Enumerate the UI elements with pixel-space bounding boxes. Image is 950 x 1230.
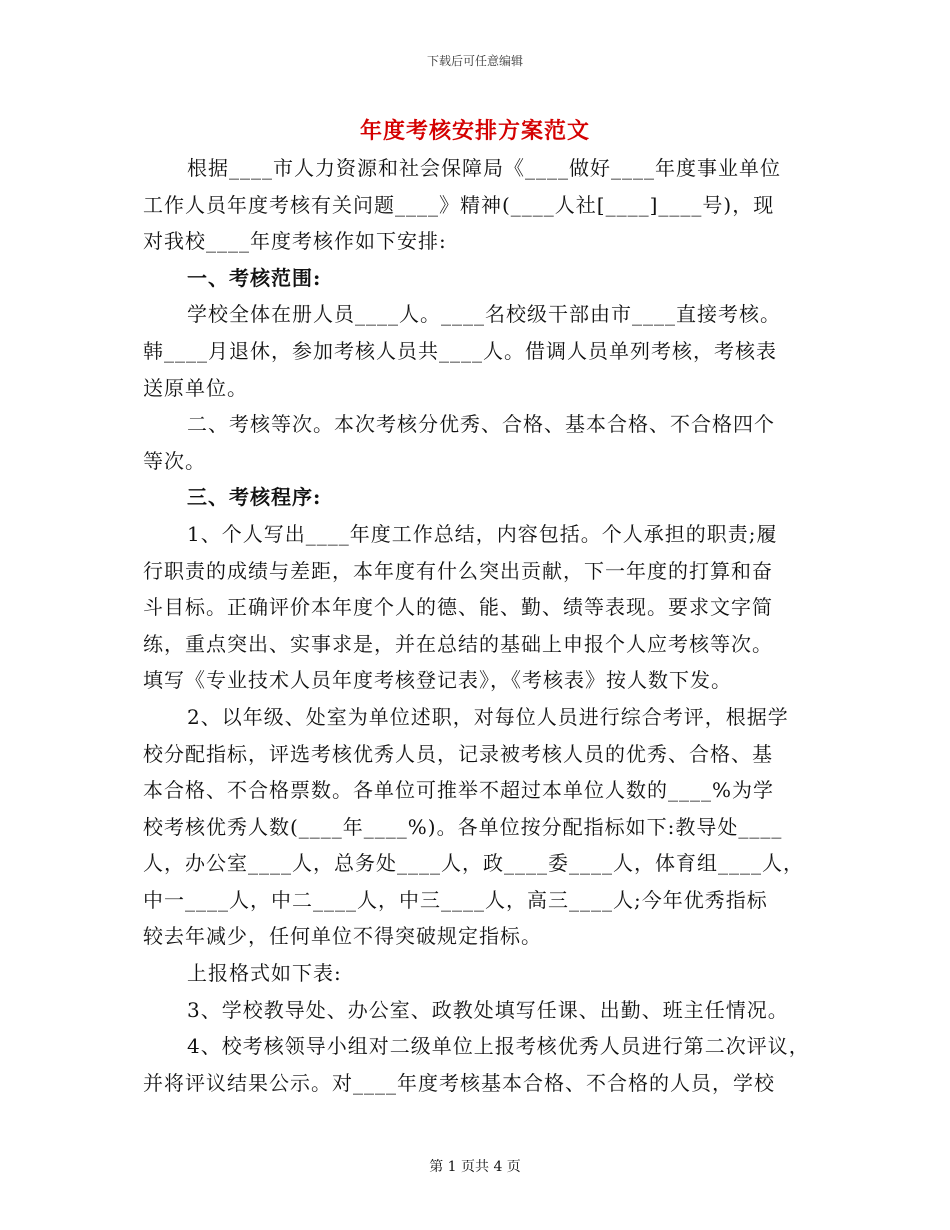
paragraph-line: 并将评议结果公示。对____年度考核基本合格、不合格的人员，学校: [143, 1070, 775, 1095]
paragraph-line: 较去年减少，任何单位不得突破规定指标。: [143, 924, 542, 949]
document-body: [143, 150, 810, 1101]
paragraph-line: 人，办公室____人，总务处____人，政____委____人，体育组____人，: [143, 851, 804, 876]
page-header-note: 下载后可任意编辑: [426, 54, 523, 68]
paragraph-line: 校考核优秀人数(____年____%)。各单位按分配指标如下:教导处____: [143, 814, 783, 839]
paragraph-line: 2、以年级、处室为单位述职，对每位人员进行综合考评，根据学: [187, 704, 789, 729]
paragraph-line: 填写《专业技术人员年度考核登记表》，《考核表》按人数下发。: [143, 668, 732, 693]
paragraph-line: 行职责的成绩与差距，本年度有什么突出贡献，下一年度的打算和奋: [143, 558, 773, 583]
paragraph-line: 二、考核等次。本次考核分优秀、合格、基本合格、不合格四个: [187, 412, 775, 437]
paragraph-line: 韩____月退休，参加考核人员共____人。借调人员单列考核，考核表: [143, 338, 777, 363]
paragraph-line: 校分配指标，评选考核优秀人员，记录被考核人员的优秀、合格、基: [143, 741, 773, 766]
paragraph-line: 3、学校教导处、办公室、政教处填写任课、出勤、班主任情况。: [187, 997, 789, 1022]
paragraph-line: 本合格、不合格票数。各单位可推举不超过本单位人数的____%为学: [143, 778, 775, 803]
paragraph-line: 等次。: [143, 448, 206, 473]
section-heading-procedure: 三、考核程序:: [187, 485, 322, 510]
paragraph-line: 中一____人，中二____人，中三____人，高三____人;今年优秀指标: [143, 887, 768, 912]
paragraph-line: 1、个人写出____年度工作总结，内容包括。个人承担的职责;履: [187, 521, 778, 546]
document-title: 年度考核安排方案范文: [359, 118, 590, 144]
paragraph-line: 上报格式如下表:: [187, 961, 342, 986]
paragraph-line: 4、校考核领导小组对二级单位上报考核优秀人员进行第二次评议，: [187, 1034, 810, 1059]
section-heading-scope: 一、考核范围:: [187, 265, 322, 290]
paragraph-line: 对我校____年度考核作如下安排:: [143, 229, 447, 254]
paragraph-line: 工作人员年度考核有关问题____》精神(____人社[____]____号)，现: [143, 192, 775, 217]
page-number: 第 1 页共 4 页: [429, 1159, 521, 1175]
paragraph-line: 斗目标。正确评价本年度个人的德、能、勤、绩等表现。要求文字简: [143, 595, 773, 620]
paragraph-line: 送原单位。: [143, 375, 248, 400]
paragraph-line: 根据____市人力资源和社会保障局《____做好____年度事业单位: [187, 156, 781, 180]
paragraph-line: 学校全体在册人员____人。____名校级干部由市____直接考核。: [187, 302, 781, 327]
paragraph-line: 练，重点突出、实事求是，并在总结的基础上申报个人应考核等次。: [143, 631, 773, 656]
